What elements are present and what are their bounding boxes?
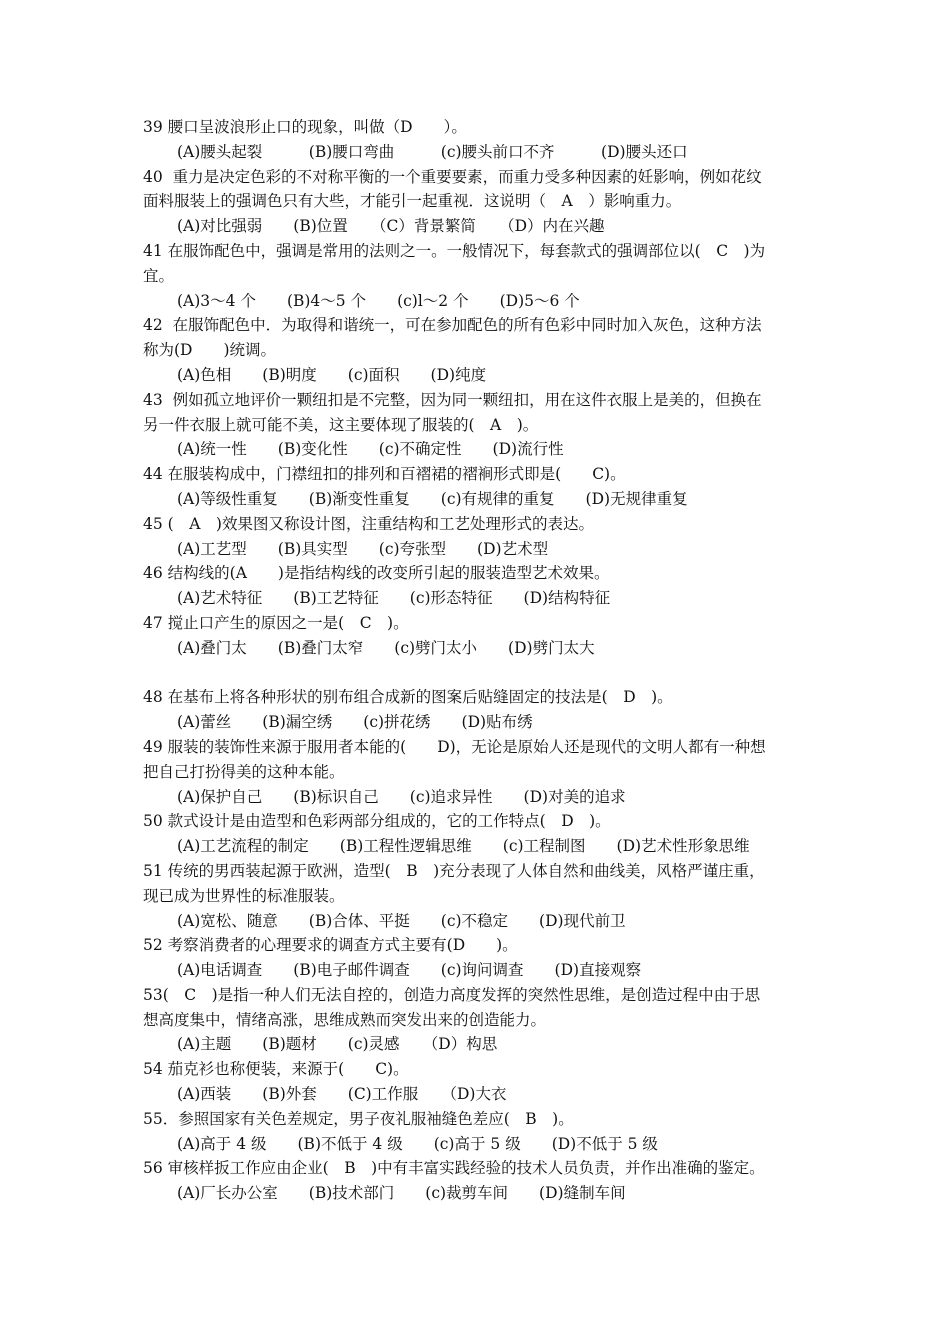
answer-options-line: (A)3～4 个 (B)4～5 个 (c)l～2 个 (D)5～6 个 bbox=[177, 291, 580, 310]
question-text-line: 45 ( A )效果图又称设计图，注重结构和工艺处理形式的表达。 bbox=[143, 514, 594, 533]
answer-options-line: (A)主题 (B)题材 (c)灵感 （D）构思 bbox=[177, 1035, 498, 1054]
question-text-line: 41 在服饰配色中，强调是常用的法则之一。一般情况下，每套款式的强调部位以( C )为 bbox=[143, 241, 766, 260]
question-text-line: 另一件衣服上就可能不美，这主要体现了服装的( A )。 bbox=[143, 415, 539, 434]
answer-options-line: (A)工艺流程的制定 (B)工程性逻辑思维 (c)工程制图 (D)艺术性形象思维 bbox=[177, 837, 750, 856]
question-text-line: 47 搅止口产生的原因之一是( C )。 bbox=[143, 613, 409, 632]
question-text-line: 48 在基布上将各种形状的别布组合成新的图案后贴缝固定的技法是( D )。 bbox=[143, 688, 673, 707]
question-text-line: 52 考察消费者的心理要求的调查方式主要有(D )。 bbox=[143, 936, 518, 955]
answer-options-line: (A)西装 (B)外套 (C)工作服 （D)大衣 bbox=[177, 1085, 507, 1104]
answer-options-line: (A)工艺型 (B)具实型 (c)夸张型 (D)艺术型 bbox=[177, 539, 549, 558]
question-text-line: 55．参照国家有关色差规定，男子夜礼服袖缝色差应( B )。 bbox=[143, 1109, 574, 1128]
answer-options-line: (A)腰头起裂 (B)腰口弯曲 (c)腰头前口不齐 (D)腰头还口 bbox=[177, 142, 688, 161]
answer-options-line: (A)色相 (B)明度 (c)面积 (D)纯度 bbox=[177, 365, 487, 384]
question-text-line: 51 传统的男西装起源于欧洲，造型( B )充分表现了人体自然和曲线美，风格严谨庄重， bbox=[143, 861, 765, 880]
question-text-line: 想高度集中，情绪高涨，思维成熟而突发出来的创造能力。 bbox=[143, 1010, 547, 1029]
question-text-line: 54 茄克衫也称便装，来源于( C)。 bbox=[143, 1060, 409, 1079]
answer-options-line: (A)宽松、随意 (B)合体、平挺 (c)不稳定 (D)现代前卫 bbox=[177, 911, 626, 930]
answer-options-line: (A)对比强弱 (B)位置 （C）背景繁简 （D）内在兴趣 bbox=[177, 217, 605, 236]
answer-options-line: (A)等级性重复 (B)渐变性重复 (c)有规律的重复 (D)无规律重复 bbox=[177, 489, 688, 508]
question-text-line: 43 例如孤立地评价一颗纽扣是不完整，因为同一颗纽扣，用在这件衣服上是美的，但换在 bbox=[143, 390, 762, 409]
question-text-line: 53( C )是指一种人们无法自控的，创造力高度发挥的突然性思维，是创造过程中由于思 bbox=[143, 985, 761, 1004]
answer-options-line: (A)艺术特征 (B)工艺特征 (c)形态特征 (D)结构特征 bbox=[177, 589, 611, 608]
answer-options-line: (A)厂长办公室 (B)技术部门 (c)裁剪车间 (D)缝制车间 bbox=[177, 1184, 626, 1203]
answer-options-line: (A)电话调查 (B)电子邮件调查 (c)询问调查 (D)直接观察 bbox=[177, 961, 642, 980]
question-text-line: 称为(D )统调。 bbox=[143, 341, 277, 360]
question-text-line: 50 款式设计是由造型和色彩两部分组成的，它的工作特点( D )。 bbox=[143, 812, 611, 831]
answer-options-line: (A)保护自己 (B)标识自己 (c)追求异性 (D)对美的追求 bbox=[177, 787, 626, 806]
question-text-line: 现已成为世界性的标准服装。 bbox=[143, 886, 345, 905]
question-text-line: 40 重力是决定色彩的不对称平衡的一个重要要素，而重力受多种因素的妊影响，例如花纹 bbox=[143, 167, 762, 186]
question-text-line: 42 在服饰配色中．为取得和谐统一，可在参加配色的所有色彩中同时加入灰色，这种方法 bbox=[143, 316, 762, 335]
question-text-line: 宜。 bbox=[143, 266, 175, 285]
question-text-line: 46 结构线的(A )是指结构线的改变所引起的服装造型艺术效果。 bbox=[143, 564, 610, 583]
answer-options-line: (A)蕾丝 (B)漏空绣 (c)拼花绣 (D)贴布绣 bbox=[177, 713, 533, 732]
question-text-line: 39 腰口呈波浪形止口的现象，叫做（D ）。 bbox=[143, 118, 467, 136]
question-list bbox=[143, 115, 813, 1206]
blank-line bbox=[143, 661, 813, 686]
question-text-line: 面料服装上的强调色只有大些，才能引一起重视．这说明（ A ）影响重力。 bbox=[143, 192, 682, 211]
question-text-line: 把自己打扮得美的这种本能。 bbox=[143, 762, 345, 781]
answer-options-line: (A)高于 4 级 (B)不低于 4 级 (c)高于 5 级 (D)不低于 5 级 bbox=[177, 1134, 658, 1153]
answer-options-line: (A)统一性 (B)变化性 (c)不确定性 (D)流行性 bbox=[177, 440, 564, 459]
question-text-line: 49 服装的装饰性来源于服用者本能的( D)，无论是原始人还是现代的文明人都有一种想 bbox=[143, 737, 766, 756]
question-text-line: 44 在服装构成中，门襟纽扣的排列和百褶裙的褶裥形式即是( C)。 bbox=[143, 465, 626, 484]
question-text-line: 56 审核样扳工作应由企业( B )中有丰富实践经验的技术人员负责，并作出准确的鉴定。 bbox=[143, 1159, 765, 1178]
answer-options-line: (A)叠门太 (B)叠门太窄 (c)劈门太小 (D)劈门太大 bbox=[177, 638, 595, 657]
